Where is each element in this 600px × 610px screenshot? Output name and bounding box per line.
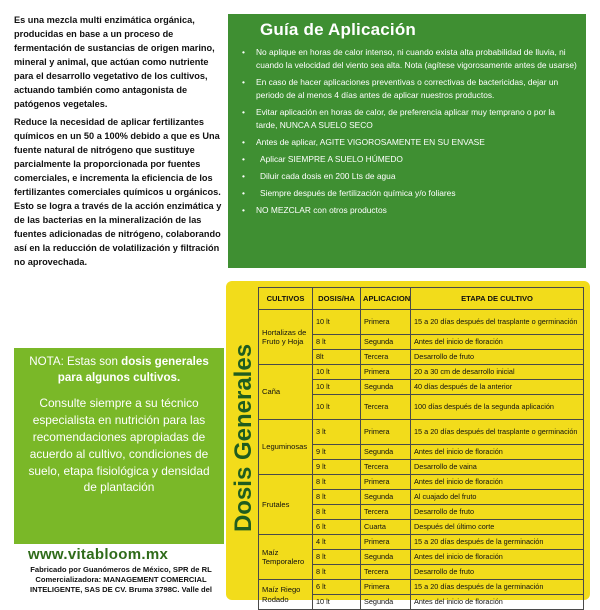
- bullet-icon: •: [242, 188, 245, 199]
- guide-item: • Evitar aplicación en horas de calor, de preferencia aplicar muy temprano o por la tarde, NUNCA A SUELO SECO: [242, 107, 555, 131]
- bullet-icon: •: [242, 77, 245, 88]
- application-guide: [228, 14, 586, 268]
- product-description: [14, 14, 222, 274]
- guide-list: [238, 46, 578, 217]
- dose-cell: 8 lt: [313, 490, 361, 505]
- crop-cell: Leguminosas: [259, 420, 313, 475]
- dose-cell: 10 lt: [313, 595, 361, 610]
- bullet-icon: •: [242, 171, 245, 182]
- stage-cell: 15 a 20 días después del trasplante o germinación: [411, 420, 584, 445]
- note-heading-bold: dosis generales para algunos cultivos.: [57, 355, 209, 385]
- bullet-icon: •: [242, 154, 245, 165]
- application-cell: Segunda: [361, 445, 411, 460]
- guide-item: • Diluir cada dosis en 200 Lts de agua: [238, 170, 578, 183]
- dose-cell: 9 lt: [313, 460, 361, 475]
- table-row: [259, 535, 584, 550]
- stage-cell: Desarrollo de fruto: [411, 505, 584, 520]
- dose-cell: 6 lt: [313, 520, 361, 535]
- guide-item: • Siempre después de fertilización química y/o foliares: [238, 187, 578, 200]
- dose-cell: 8lt: [313, 350, 361, 365]
- table-row: [259, 580, 584, 595]
- dosis-vertical-title: Dosis Generales: [230, 343, 257, 533]
- stage-cell: Desarrollo de fruto: [411, 350, 584, 365]
- website-link[interactable]: www.vitabloom.mx: [28, 546, 169, 563]
- manufacturer-info: Fabricado por Guanómeros de México, SPR de RL Comercializadora: MANAGEMENT COMERCIAL INTELIGENTE, SAS DE CV. Bruma 3798C. Valle del: [29, 565, 213, 595]
- bullet-icon: •: [242, 205, 245, 216]
- guide-item: • Antes de aplicar, AGITE VIGOROSAMENTE EN SU ENVASE: [238, 136, 578, 149]
- dose-cell: 8 lt: [313, 565, 361, 580]
- guide-title: Guía de Aplicación: [260, 20, 417, 39]
- dose-cell: 6 lt: [313, 580, 361, 595]
- description-paragraph-2: Reduce la necesidad de aplicar fertilizantes químicos en un 50 a 100% debido a que es Una fuente natural de nitrógeno que sustituye parcialmente la proporcionada por fuentes comerciales, e incrementa la eficiencia de los fertilizantes comerciales químicos u orgánicos. Esto se logra a través de la acción enzimática y de las bacterias en la mineralización de las fuentes adicionadas de nitrógeno, colaborando así en la reducción de volatilización y filtración no aprovechada.: [14, 116, 222, 267]
- bullet-icon: •: [242, 47, 245, 57]
- guide-item: • En caso de hacer aplicaciones preventivas o correctivas de bactericidas, dejar un periodo de al menos 4 días antes de aplicar nuestros productos.: [242, 77, 559, 101]
- dose-cell: 8 lt: [313, 335, 361, 350]
- application-cell: Segunda: [361, 335, 411, 350]
- application-cell: Segunda: [361, 380, 411, 395]
- description-paragraph-1: Es una mezcla multi enzimática orgánica, producidas en base a un proceso de fermentación de sustancias de origen marino, mineral y animal, que actúan como nutriente para el desarrollo vegetativo de los cultivos, actuando también como antagonista de patógenos vegetales.: [14, 15, 215, 109]
- dose-cell: 8 lt: [313, 475, 361, 490]
- application-cell: Tercera: [361, 395, 411, 420]
- crop-cell: Maíz Riego Rodado: [259, 580, 313, 610]
- stage-cell: 15 a 20 días después de la germinación: [411, 580, 584, 595]
- application-cell: Primera: [361, 365, 411, 380]
- table-header-row: [259, 288, 584, 310]
- crop-cell: Frutales: [259, 475, 313, 535]
- dose-cell: 3 lt: [313, 420, 361, 445]
- stage-cell: Al cuajado del fruto: [411, 490, 584, 505]
- note-box: [14, 348, 224, 544]
- application-cell: Primera: [361, 420, 411, 445]
- application-cell: Primera: [361, 475, 411, 490]
- stage-cell: 15 a 20 días después del trasplante o germinación: [411, 310, 584, 335]
- application-cell: Tercera: [361, 350, 411, 365]
- note-heading: NOTA: Estas son dosis generales para algunos cultivos.: [29, 355, 209, 385]
- application-cell: Segunda: [361, 550, 411, 565]
- table-row: [259, 420, 584, 445]
- bullet-icon: •: [242, 137, 245, 148]
- dose-cell: 9 lt: [313, 445, 361, 460]
- stage-cell: 40 días después de la anterior: [411, 380, 584, 395]
- table-row: [259, 475, 584, 490]
- application-cell: Primera: [361, 580, 411, 595]
- dose-cell: 10 lt: [313, 310, 361, 335]
- header-dosis: DOSIS/HA: [313, 288, 361, 310]
- dose-cell: 10 lt: [313, 395, 361, 420]
- dose-cell: 10 lt: [313, 380, 361, 395]
- application-cell: Tercera: [361, 505, 411, 520]
- crop-cell: Maíz Temporalero: [259, 535, 313, 580]
- crop-cell: Caña: [259, 365, 313, 420]
- note-body: Consulte siempre a su técnico especialista en nutrición para las recomendaciones apropiadas de acuerdo al cultivo, condiciones de suelo, etapa fisiológica y densidad de plantación: [28, 395, 210, 495]
- dose-cell: 8 lt: [313, 505, 361, 520]
- stage-cell: Antes del inicio de floración: [411, 475, 584, 490]
- header-aplicacion: APLICACION: [361, 288, 411, 310]
- stage-cell: 15 a 20 días después de la germinación: [411, 535, 584, 550]
- stage-cell: Antes del inicio de floración: [411, 445, 584, 460]
- bullet-icon: •: [242, 107, 245, 118]
- application-cell: Primera: [361, 310, 411, 335]
- header-cultivos: CULTIVOS: [259, 288, 313, 310]
- stage-cell: Antes del inicio de floración: [411, 335, 584, 350]
- application-cell: Segunda: [361, 490, 411, 505]
- table-row: [259, 310, 584, 335]
- stage-cell: Desarrollo de vaina: [411, 460, 584, 475]
- dose-cell: 4 lt: [313, 535, 361, 550]
- application-cell: Segunda: [361, 595, 411, 610]
- guide-item: • No aplique en horas de calor intenso, ni cuando exista alta probabilidad de lluvia, ni cuando la velocidad del viento sea alta. Nota (agítese vigorosamente antes de usarse): [242, 47, 577, 71]
- stage-cell: Desarrollo de fruto: [411, 565, 584, 580]
- stage-cell: Antes del inicio de floración: [411, 595, 584, 610]
- stage-cell: 100 días después de la segunda aplicación: [411, 395, 584, 420]
- dosis-table: [258, 287, 584, 610]
- application-cell: Tercera: [361, 565, 411, 580]
- application-cell: Tercera: [361, 460, 411, 475]
- stage-cell: Antes del inicio de floración: [411, 550, 584, 565]
- table-row: [259, 365, 584, 380]
- dose-cell: 8 lt: [313, 550, 361, 565]
- guide-item: • Aplicar SIEMPRE A SUELO HÚMEDO: [238, 153, 578, 166]
- application-cell: Primera: [361, 535, 411, 550]
- guide-item: • NO MEZCLAR con otros productos: [238, 204, 578, 217]
- application-cell: Cuarta: [361, 520, 411, 535]
- header-etapa: ETAPA DE CULTIVO: [411, 288, 584, 310]
- dose-cell: 10 lt: [313, 365, 361, 380]
- stage-cell: 20 a 30 cm de desarrollo inicial: [411, 365, 584, 380]
- stage-cell: Después del último corte: [411, 520, 584, 535]
- crop-cell: Hortalizas de Fruto y Hoja: [259, 310, 313, 365]
